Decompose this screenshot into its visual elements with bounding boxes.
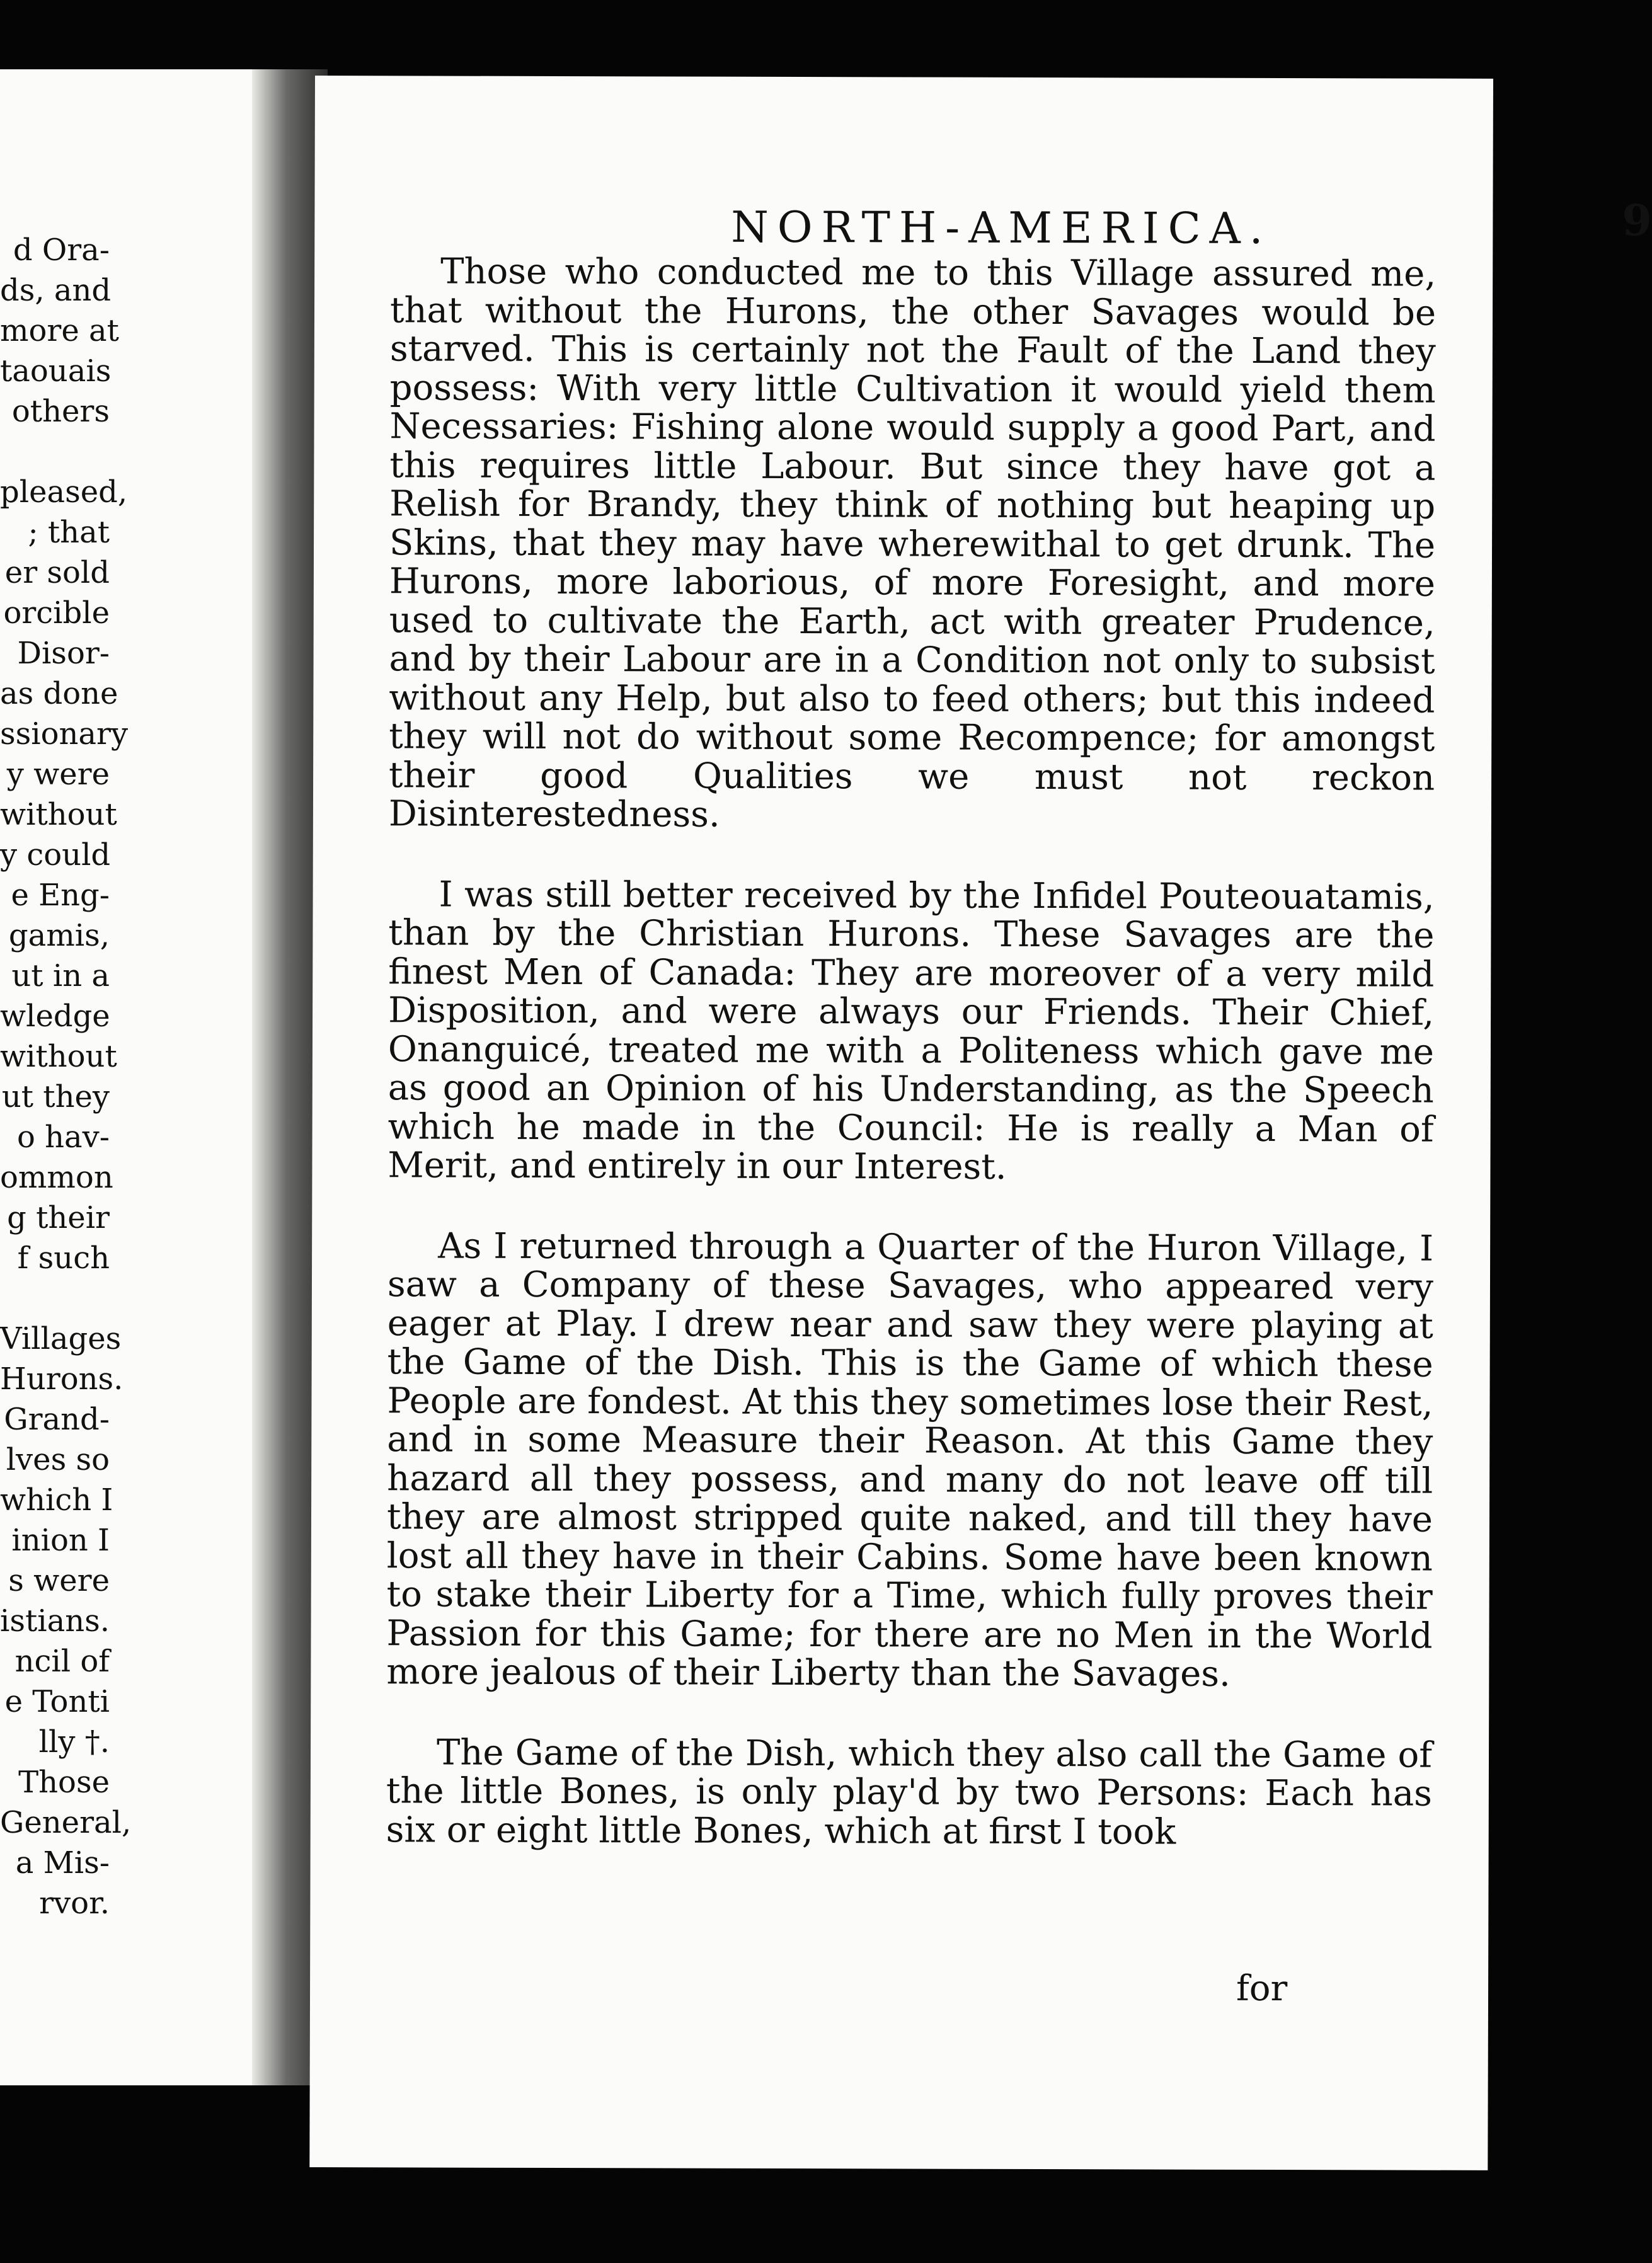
paragraph: I was still better received by the Infidel Pouteouatamis, than by the Christian Hurons. These Savages are the finest Men of Canada: They are moreover of a very mild Disposition, and were always our Friends. Their Chief, Onanguicé, treated me with a Politeness which gave me as good an Opinion of his Understanding, as the Speech which he made in the Council: He is really a Man of Merit, and entirely in our Interest. [387, 874, 1435, 1188]
left-page-line: s were [8, 1563, 110, 1598]
right-page [309, 76, 1652, 2170]
left-page-line: e Tonti [4, 1684, 110, 1719]
left-page-line: rvor. [39, 1886, 110, 1921]
left-page-line: ut in a [11, 958, 110, 994]
left-page-line: e Eng- [11, 878, 110, 913]
left-page [0, 69, 265, 2085]
paragraph: As I returned through a Quarter of the Huron Village, I saw a Company of these Savages, who appeared very eager at Play. I drew near and saw they were playing at the Game of the Dish. This is the Game of which these People are fondest. At this they sometimes lose their Rest, and in some Measure their Reason. At this Game they hazard all they possess, and many do not leave off till they are almost stripped quite naked, and till they have lost all they have in their Cabins. Some have been known to stake their Liberty for a Time, which fully proves their Passion for this Game; for there are no Men in the World more jealous of their Liberty than the Savages. [386, 1225, 1434, 1695]
left-page-text [0, 230, 132, 1923]
left-page-line: General, [0, 1805, 132, 1840]
left-page-line: Those [18, 1765, 110, 1800]
left-page-line: without [0, 797, 117, 832]
left-page-line: g their [7, 1200, 110, 1235]
left-page-line: which I [0, 1482, 113, 1518]
left-page-line: o hav- [16, 1120, 110, 1155]
left-page-line: ommon [0, 1160, 113, 1195]
left-page-line: ncil of [14, 1644, 110, 1679]
left-page-line: istians. [0, 1603, 110, 1639]
left-page-line: more at [0, 313, 119, 348]
left-page-line: ; that [28, 515, 110, 550]
left-page-line: f such [17, 1240, 110, 1276]
left-page-line: ds, and [0, 273, 112, 308]
left-page-line: taouais [0, 353, 112, 389]
left-page-line: without [0, 1039, 117, 1074]
left-page-line: pleased, [0, 474, 128, 510]
paragraph: The Game of the Dish, which they also call the Game of the little Bones, is only play'd by two Persons: Each has six or eight little Bones, which at first I took [386, 1732, 1433, 1853]
left-page-line: d Ora- [13, 232, 110, 268]
left-page-line: er sold [4, 555, 110, 590]
running-head: NORTH-AMERICA. [731, 202, 1272, 254]
body-text [386, 252, 1436, 1893]
left-page-line: inion I [11, 1523, 110, 1558]
paragraph: Those who conducted me to this Village assured me, that without the Hurons, the other Savages would be starved. This is certainly not the Fault of the Land they possess: With very little Cultivation it would yield them Necessaries: Fishing alone would supply a good Part, and this requires little Labour. But since they have got a Relish for Brandy, they think of nothing but heaping up Skins, that they may have wherewithal to get drunk. The Hurons, more laborious, of more Foresight, and more used to cultivate the Earth, act with greater Prudence, and by their Labour are in a Condition not only to subsist without any Help, but also to feed others; but this indeed they will not do without some Recompence; for amongst their good Qualities we must not reckon Disinterestedness. [388, 251, 1437, 835]
left-page-line: y could [0, 837, 111, 873]
left-page-line: as done [0, 676, 118, 711]
left-page-line: lly †. [38, 1724, 110, 1760]
left-page-line: Disor- [17, 636, 110, 671]
left-page-line: a Mis- [15, 1845, 110, 1881]
catchword: for [1236, 1968, 1288, 2010]
left-page-line: lves so [6, 1442, 110, 1477]
left-page-line: wledge [0, 999, 110, 1034]
left-page-line: Hurons. [0, 1361, 123, 1397]
left-page-line: ut they [1, 1079, 110, 1114]
page-number: 9 [1622, 195, 1652, 246]
left-page-line [0, 1278, 113, 1319]
left-page-line: Villages [0, 1321, 122, 1356]
left-page-line: orcible [3, 595, 110, 631]
left-page-line: ssionary [0, 716, 129, 752]
left-page-line: y were [6, 757, 110, 792]
left-page-line: Grand- [4, 1402, 110, 1437]
left-page-line: gamis, [8, 918, 110, 953]
left-page-line [0, 432, 113, 472]
left-page-line: others [11, 394, 110, 429]
